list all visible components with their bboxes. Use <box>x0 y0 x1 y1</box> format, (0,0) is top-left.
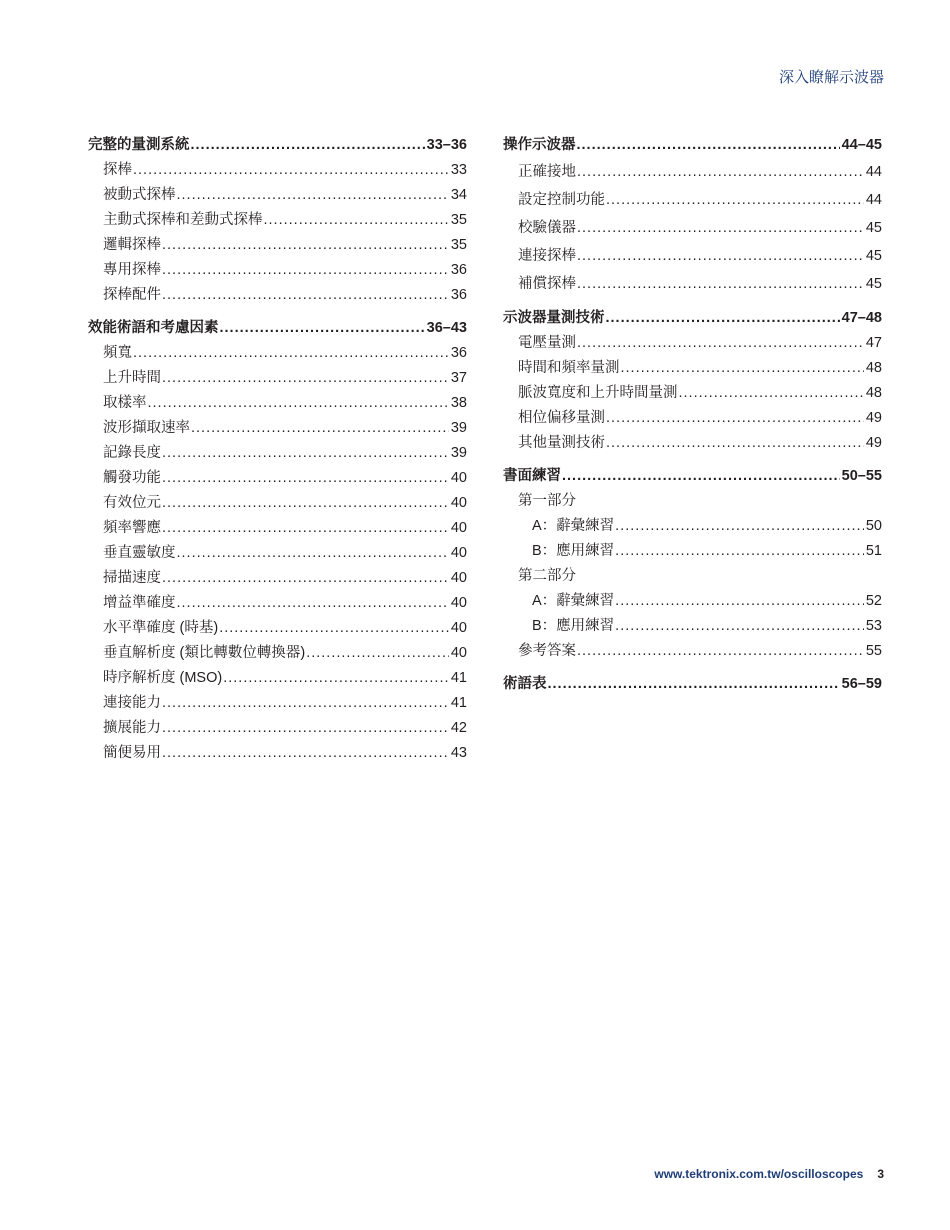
toc-section-entry[interactable] <box>503 672 882 697</box>
toc-entry[interactable] <box>503 431 882 456</box>
toc-entry[interactable] <box>88 233 467 258</box>
toc-entry-page: 53 <box>865 618 882 634</box>
toc-entry[interactable] <box>88 466 467 491</box>
toc-entry-page: 44–45 <box>841 137 882 153</box>
dot-leader <box>264 208 449 233</box>
dot-leader <box>577 133 840 158</box>
dot-leader <box>191 416 449 441</box>
toc-entry-page: 44 <box>865 192 882 208</box>
toc-entry[interactable] <box>503 614 882 639</box>
dot-leader <box>162 466 449 491</box>
toc-entry-page: 42 <box>450 720 467 736</box>
dot-leader <box>548 672 840 697</box>
toc-entry-label: 時序解析度 (MSO) <box>103 670 223 686</box>
toc-entry-page: 49 <box>865 435 882 451</box>
toc-entry-page: 49 <box>865 410 882 426</box>
toc-entry-label: 時間和頻率量測 <box>518 360 620 376</box>
dot-leader <box>133 158 449 183</box>
toc-entry-label: 脈波寬度和上升時間量測 <box>518 385 678 401</box>
toc-entry-label: 補償探棒 <box>518 276 576 292</box>
toc-entry[interactable] <box>88 416 467 441</box>
dot-leader <box>606 406 864 431</box>
page-number: 3 <box>877 1167 884 1181</box>
dot-leader <box>220 316 425 341</box>
toc-entry[interactable] <box>88 491 467 516</box>
toc-entry-label: 水平準確度 (時基) <box>103 620 219 636</box>
toc-entry-page: 51 <box>865 543 882 559</box>
running-header-title: 深入瞭解示波器 <box>778 69 884 86</box>
dot-leader <box>162 258 449 283</box>
toc-section-entry[interactable] <box>503 133 882 158</box>
toc-entry-page: 45 <box>865 276 882 292</box>
toc-entry-label: 校驗儀器 <box>518 220 576 236</box>
toc-entry-label: 電壓量測 <box>518 335 576 351</box>
toc-entry-page: 50–55 <box>841 468 882 484</box>
toc-entry-label: 其他量測技術 <box>518 435 605 451</box>
toc-entry-label: 觸發功能 <box>103 470 161 486</box>
toc-right-column <box>503 133 882 697</box>
dot-leader <box>177 183 449 208</box>
toc-entry-page: 43 <box>450 745 467 761</box>
dot-leader <box>577 158 864 186</box>
toc-section-entry[interactable] <box>503 464 882 489</box>
toc-entry-label: A：辭彙練習 <box>532 518 615 534</box>
dot-leader <box>577 214 864 242</box>
dot-leader <box>621 356 864 381</box>
toc-entry[interactable] <box>503 186 882 214</box>
dot-leader <box>606 431 864 456</box>
toc-entry-label: 探棒 <box>103 162 132 178</box>
toc-left-column <box>88 133 467 766</box>
toc-entry-label: 效能術語和考慮因素 <box>88 320 219 336</box>
dot-leader <box>615 514 864 539</box>
toc-entry[interactable] <box>88 441 467 466</box>
toc-entry-label: 頻率響應 <box>103 520 161 536</box>
dot-leader <box>577 270 864 298</box>
toc-entry-page: 34 <box>450 187 467 203</box>
dot-leader <box>191 133 425 158</box>
toc-entry-page: 39 <box>450 445 467 461</box>
toc-entry-page: 56–59 <box>841 676 882 692</box>
toc-entry-page: 40 <box>450 645 467 661</box>
toc-entry[interactable] <box>503 589 882 614</box>
toc-entry-page: 45 <box>865 220 882 236</box>
dot-leader <box>306 641 449 666</box>
dot-leader <box>162 716 449 741</box>
dot-leader <box>606 306 840 331</box>
toc-entry-label: 操作示波器 <box>503 137 576 153</box>
toc-entry[interactable] <box>88 641 467 666</box>
toc-entry-label: 有效位元 <box>103 495 161 511</box>
toc-entry-label: 主動式探棒和差動式探棒 <box>103 212 263 228</box>
toc-entry[interactable] <box>88 516 467 541</box>
toc-entry-page: 40 <box>450 595 467 611</box>
toc-entry[interactable] <box>503 158 882 186</box>
toc-section-entry[interactable] <box>88 133 467 158</box>
toc-entry[interactable] <box>503 331 882 356</box>
toc-entry[interactable] <box>88 208 467 233</box>
toc-entry-label: 增益準確度 <box>103 595 176 611</box>
toc-entry[interactable] <box>503 539 882 564</box>
dot-leader <box>133 341 449 366</box>
dot-leader <box>679 381 864 406</box>
toc-entry[interactable] <box>503 242 882 270</box>
toc-entry[interactable] <box>88 541 467 566</box>
toc-entry[interactable] <box>503 489 882 514</box>
footer-url[interactable]: www.tektronix.com.tw/oscilloscopes <box>654 1167 864 1181</box>
toc-entry-label: 探棒配件 <box>103 287 161 303</box>
toc-entry-page: 48 <box>865 385 882 401</box>
toc-entry[interactable] <box>88 391 467 416</box>
toc-entry-page: 35 <box>450 237 467 253</box>
dot-leader <box>162 741 449 766</box>
toc-entry-page: 40 <box>450 470 467 486</box>
toc-entry-label: 參考答案 <box>518 643 576 659</box>
dot-leader <box>615 614 864 639</box>
dot-leader <box>177 541 449 566</box>
toc-entry-label: 第一部分 <box>518 493 576 509</box>
toc-entry-label: 正確接地 <box>518 164 576 180</box>
dot-leader <box>162 233 449 258</box>
toc-entry-label: 邏輯探棒 <box>103 237 161 253</box>
toc-entry-label: A：辭彙練習 <box>532 593 615 609</box>
toc-entry[interactable] <box>88 283 467 308</box>
dot-leader <box>162 516 449 541</box>
toc-entry-label: 書面練習 <box>503 468 561 484</box>
toc-entry[interactable] <box>88 591 467 616</box>
toc-entry-page: 50 <box>865 518 882 534</box>
toc-entry[interactable] <box>88 341 467 366</box>
dot-leader <box>577 242 864 270</box>
toc-entry-page: 40 <box>450 620 467 636</box>
toc-entry[interactable] <box>88 566 467 591</box>
dot-leader <box>577 331 864 356</box>
toc-entry-page: 40 <box>450 495 467 511</box>
toc-entry-page: 40 <box>450 520 467 536</box>
toc-entry-label: 取樣率 <box>103 395 147 411</box>
toc-entry-page: 39 <box>450 420 467 436</box>
toc-entry-label: 相位偏移量測 <box>518 410 605 426</box>
toc-entry-page: 45 <box>865 248 882 264</box>
toc-entry-label: 專用探棒 <box>103 262 161 278</box>
dot-leader <box>162 283 449 308</box>
toc-entry[interactable] <box>88 183 467 208</box>
toc-entry-page: 36 <box>450 345 467 361</box>
toc-entry-label: 擴展能力 <box>103 720 161 736</box>
toc-entry-label: 簡便易用 <box>103 745 161 761</box>
toc-entry[interactable] <box>503 564 882 589</box>
toc-entry-label: B：應用練習 <box>532 618 615 634</box>
toc-entry-page: 38 <box>450 395 467 411</box>
dot-leader <box>162 366 449 391</box>
dot-leader <box>606 186 864 214</box>
toc-entry-label: 完整的量測系統 <box>88 137 190 153</box>
toc-entry-page: 52 <box>865 593 882 609</box>
toc-entry-page: 40 <box>450 570 467 586</box>
toc-entry[interactable] <box>88 616 467 641</box>
toc-entry-label: 設定控制功能 <box>518 192 605 208</box>
toc-entry-label: 波形擷取速率 <box>103 420 190 436</box>
dot-leader <box>615 539 864 564</box>
toc-entry-page: 36 <box>450 262 467 278</box>
toc-entry-page: 47–48 <box>841 310 882 326</box>
toc-entry-page: 41 <box>450 695 467 711</box>
dot-leader <box>223 666 449 691</box>
toc-entry-label: 第二部分 <box>518 568 576 584</box>
toc-entry[interactable] <box>503 270 882 298</box>
toc-entry[interactable] <box>503 214 882 242</box>
toc-entry[interactable] <box>503 381 882 406</box>
toc-entry-label: 垂直解析度 (類比轉數位轉換器) <box>103 645 306 661</box>
toc-entry[interactable] <box>88 366 467 391</box>
dot-leader <box>615 589 864 614</box>
toc-entry-label: 掃描速度 <box>103 570 161 586</box>
toc-entry-page: 47 <box>865 335 882 351</box>
toc-entry-label: 連接探棒 <box>518 248 576 264</box>
dot-leader <box>219 616 449 641</box>
toc-entry-page: 55 <box>865 643 882 659</box>
toc-entry-label: 記錄長度 <box>103 445 161 461</box>
toc-entry[interactable] <box>88 258 467 283</box>
toc-entry[interactable] <box>503 406 882 431</box>
toc-entry-page: 33–36 <box>426 137 467 153</box>
dot-leader <box>162 691 449 716</box>
toc-entry-page: 36–43 <box>426 320 467 336</box>
toc-entry-label: B：應用練習 <box>532 543 615 559</box>
toc-entry[interactable] <box>503 514 882 539</box>
toc-entry-label: 上升時間 <box>103 370 161 386</box>
toc-entry[interactable] <box>88 691 467 716</box>
toc-entry[interactable] <box>88 158 467 183</box>
toc-entry[interactable] <box>503 639 882 664</box>
toc-entry-page: 35 <box>450 212 467 228</box>
toc-section-entry[interactable] <box>503 306 882 331</box>
toc-entry-label: 頻寬 <box>103 345 132 361</box>
dot-leader <box>562 464 840 489</box>
dot-leader <box>177 591 449 616</box>
toc-section-entry[interactable] <box>88 316 467 341</box>
toc-entry[interactable] <box>88 666 467 691</box>
dot-leader <box>162 491 449 516</box>
toc-entry-page: 48 <box>865 360 882 376</box>
toc-entry-label: 示波器量測技術 <box>503 310 605 326</box>
toc-entry-label: 垂直靈敏度 <box>103 545 176 561</box>
dot-leader <box>148 391 449 416</box>
toc-entry-page: 40 <box>450 545 467 561</box>
toc-entry-label: 術語表 <box>503 676 547 692</box>
toc-entry-page: 41 <box>450 670 467 686</box>
toc-entry-page: 36 <box>450 287 467 303</box>
dot-leader <box>162 566 449 591</box>
toc-entry-label: 被動式探棒 <box>103 187 176 203</box>
toc-entry[interactable] <box>503 356 882 381</box>
toc-entry-page: 37 <box>450 370 467 386</box>
toc-entry[interactable] <box>88 741 467 766</box>
dot-leader <box>577 639 864 664</box>
toc-entry-label: 連接能力 <box>103 695 161 711</box>
dot-leader <box>162 441 449 466</box>
toc-entry-page: 33 <box>450 162 467 178</box>
page-footer <box>654 1167 884 1181</box>
toc-entry[interactable] <box>88 716 467 741</box>
toc-entry-page: 44 <box>865 164 882 180</box>
